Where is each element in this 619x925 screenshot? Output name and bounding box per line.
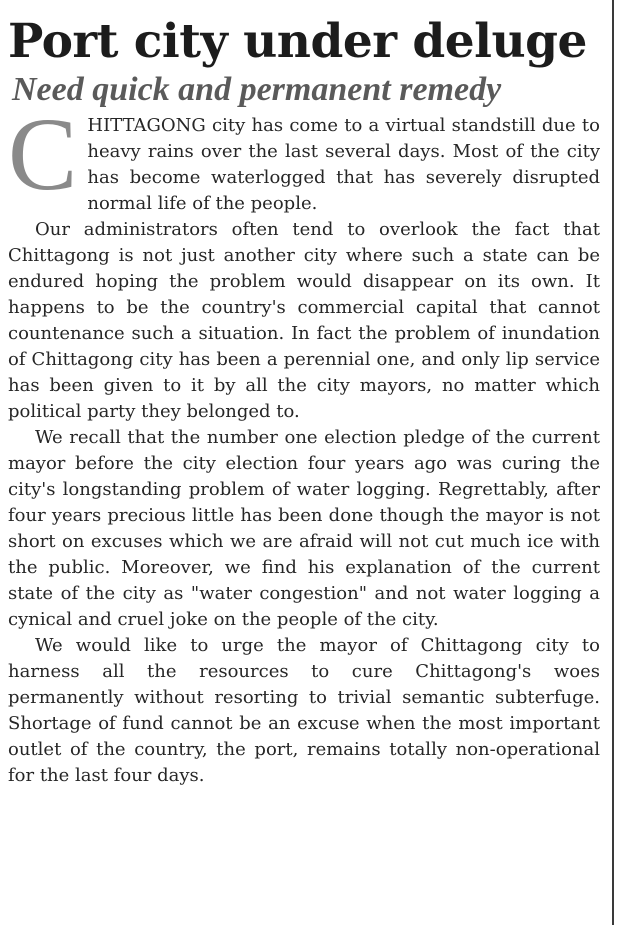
- subheadline: Need quick and permanent remedy: [12, 71, 502, 108]
- paragraph-1-text: HITTAGONG city has come to a virtual standstill due to heavy rains over the last several days. Most of the city has become waterlogged that has severely disrupted normal life of the people.: [87, 115, 600, 214]
- paragraph-3: We recall that the number one election pledge of the current mayor before the city election four years ago was curing the city's longstanding problem of water logging. Regrettably, after four years precious little has been done though the mayor is not short on excuses which we are afraid will not cut much ice with the public. Moreover, we find his explanation of the current state of the city as "water congestion" and not water logging a cynical and cruel joke on the people of the city.: [8, 427, 600, 630]
- column-divider-rule: [612, 0, 614, 925]
- paragraph-2: Our administrators often tend to overlook the fact that Chittagong is not just another city where such a state can be endured hoping the problem would disappear on its own. It happens to be the country's commercial capital that cannot countenance such a situation. In fact the problem of inundation of Chittagong city has been a perennial one, and only lip service has been given to it by all the city mayors, no matter which political party they belonged to.: [8, 219, 600, 422]
- drop-cap: C: [8, 97, 78, 212]
- paragraph-1: [8, 97, 600, 217]
- editorial-article: [8, 14, 600, 789]
- headline: Port city under deluge: [8, 14, 587, 69]
- paragraph-4: We would like to urge the mayor of Chittagong city to harness all the resources to cure Chittagong's woes permanently without resorting to trivial semantic subterfuge. Shortage of fund cannot be an excuse when the most important outlet of the country, the port, remains totally non-operational for the last four days.: [8, 635, 600, 786]
- article-body: [8, 97, 600, 789]
